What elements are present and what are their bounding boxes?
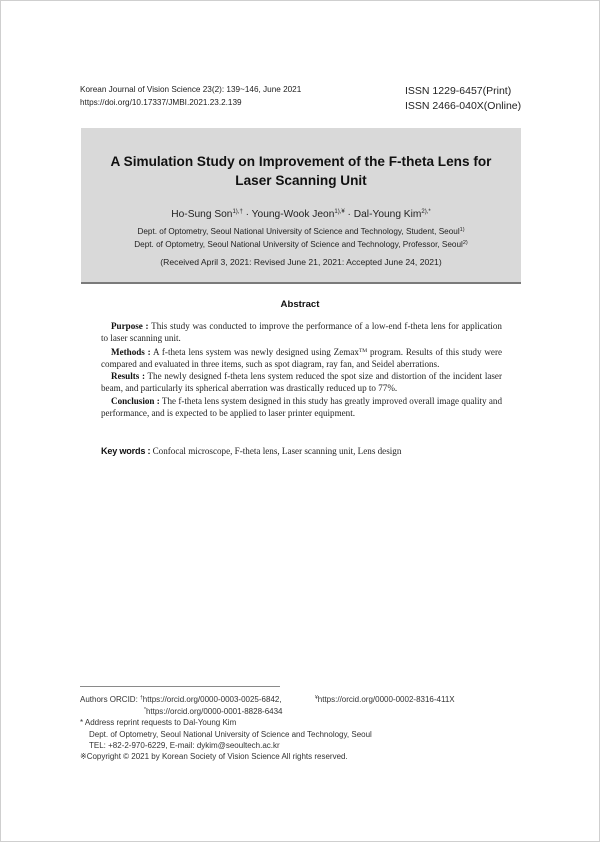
paper-title-line2: Laser Scanning Unit [235, 173, 367, 188]
keywords [101, 445, 502, 457]
affiliation-1 [81, 225, 521, 237]
received-dates: (Received April 3, 2021: Revised June 21, 2021: Accepted June 24, 2021) [160, 257, 442, 267]
author-mark: 1),¥ [334, 209, 345, 215]
author-separator: · [344, 209, 354, 220]
footnotes [80, 693, 520, 762]
purpose-label: Purpose : [111, 321, 149, 331]
paper-title-line1: A Simulation Study on Improvement of the F-theta Lens for [110, 154, 492, 169]
author-list [81, 206, 521, 221]
orcid-link[interactable]: https://orcid.org/0000-0001-8828-6434 [145, 707, 283, 717]
methods-text-a: A f-theta lens system was newly designed using Zemax [150, 346, 359, 357]
orcid-line-2 [80, 705, 520, 717]
abstract-body [101, 320, 502, 419]
orcid-line-1 [80, 693, 520, 705]
affiliation-mark: 2) [462, 240, 468, 246]
results-label: Results : [111, 371, 145, 382]
trademark-mark: TM [358, 347, 368, 354]
abstract-results [101, 370, 502, 395]
methods-text-b: program. Results of this study were compared and evaluated in three items, such as spot diagram, ray fan, and Seidel aberrations. [101, 346, 503, 369]
conclusion-label: Conclusion : [111, 395, 160, 406]
purpose-text: This study was conducted to improve the performance of a low-end f-theta lens for application to laser scanning unit. [101, 321, 502, 344]
keywords-label: Key words : [101, 446, 151, 456]
reprint-line-3: TEL: +82-2-970-6229, E-mail: dykim@seoultech.ac.kr [89, 740, 280, 750]
author-separator: · [242, 209, 252, 220]
author-name: Dal-Young Kim [353, 209, 422, 220]
issn-block [405, 84, 521, 114]
reprint-line-1: * Address reprint requests to Dal-Young Kim [80, 718, 237, 728]
title-box [81, 128, 521, 284]
keywords-text: Confocal microscope, F-theta lens, Laser scanning unit, Lens design [150, 446, 402, 456]
orcid-mark: † [140, 695, 143, 701]
journal-line: Korean Journal of Vision Science 23(2): 139~146, June 2021 [80, 85, 302, 94]
abstract-methods [101, 345, 502, 371]
orcid-mark: * [144, 707, 146, 714]
reprint-line-2: Dept. of Optometry, Seoul National University of Science and Technology, Seoul [89, 729, 372, 739]
doi-line[interactable]: https://doi.org/10.17337/JMBI.2021.23.2.139 [80, 97, 242, 107]
author-name: Young-Wook Jeon [251, 209, 335, 220]
affiliation-text: Dept. of Optometry, Seoul National University of Science and Technology, Professor, Seoul [134, 240, 463, 249]
affiliation-2 [81, 238, 521, 250]
affiliation-text: Dept. of Optometry, Seoul National University of Science and Technology, Student, Seoul [137, 227, 460, 236]
orcid-right [315, 693, 455, 705]
conclusion-text: The f-theta lens system designed in this study has greatly improved overall image quality and performance, and is expected to be applied to laser printer equipment. [101, 395, 502, 419]
orcid-mark: ¥ [315, 695, 318, 701]
methods-label: Methods : [111, 346, 151, 357]
orcid-link[interactable]: https://orcid.org/0000-0002-8316-411X [317, 695, 455, 704]
footnote-divider [80, 686, 280, 687]
author-mark: 1),† [232, 209, 243, 215]
author-name: Ho-Sung Son [171, 209, 233, 220]
affiliation-mark: 1) [459, 227, 465, 233]
orcid-link[interactable]: https://orcid.org/0000-0003-0025-6842, [142, 695, 282, 704]
abstract-heading: Abstract [280, 299, 320, 310]
author-mark: 2),* [421, 209, 431, 215]
issn-online: ISSN 2466-040X(Online) [405, 100, 522, 112]
copyright-line: ※Copyright © 2021 by Korean Society of Vision Science All rights reserved. [80, 752, 348, 762]
issn-print: ISSN 1229-6457(Print) [405, 85, 512, 97]
abstract-purpose [101, 320, 502, 345]
paper-title [81, 152, 521, 190]
orcid-label: Authors ORCID: [80, 695, 141, 704]
results-text: The newly designed f-theta lens system reduced the spot size and distortion of the incident laser beam, and particularly its spherical aberration was drastically reduced up to 77%. [101, 371, 502, 394]
journal-citation [80, 84, 301, 109]
abstract-conclusion [101, 395, 502, 420]
